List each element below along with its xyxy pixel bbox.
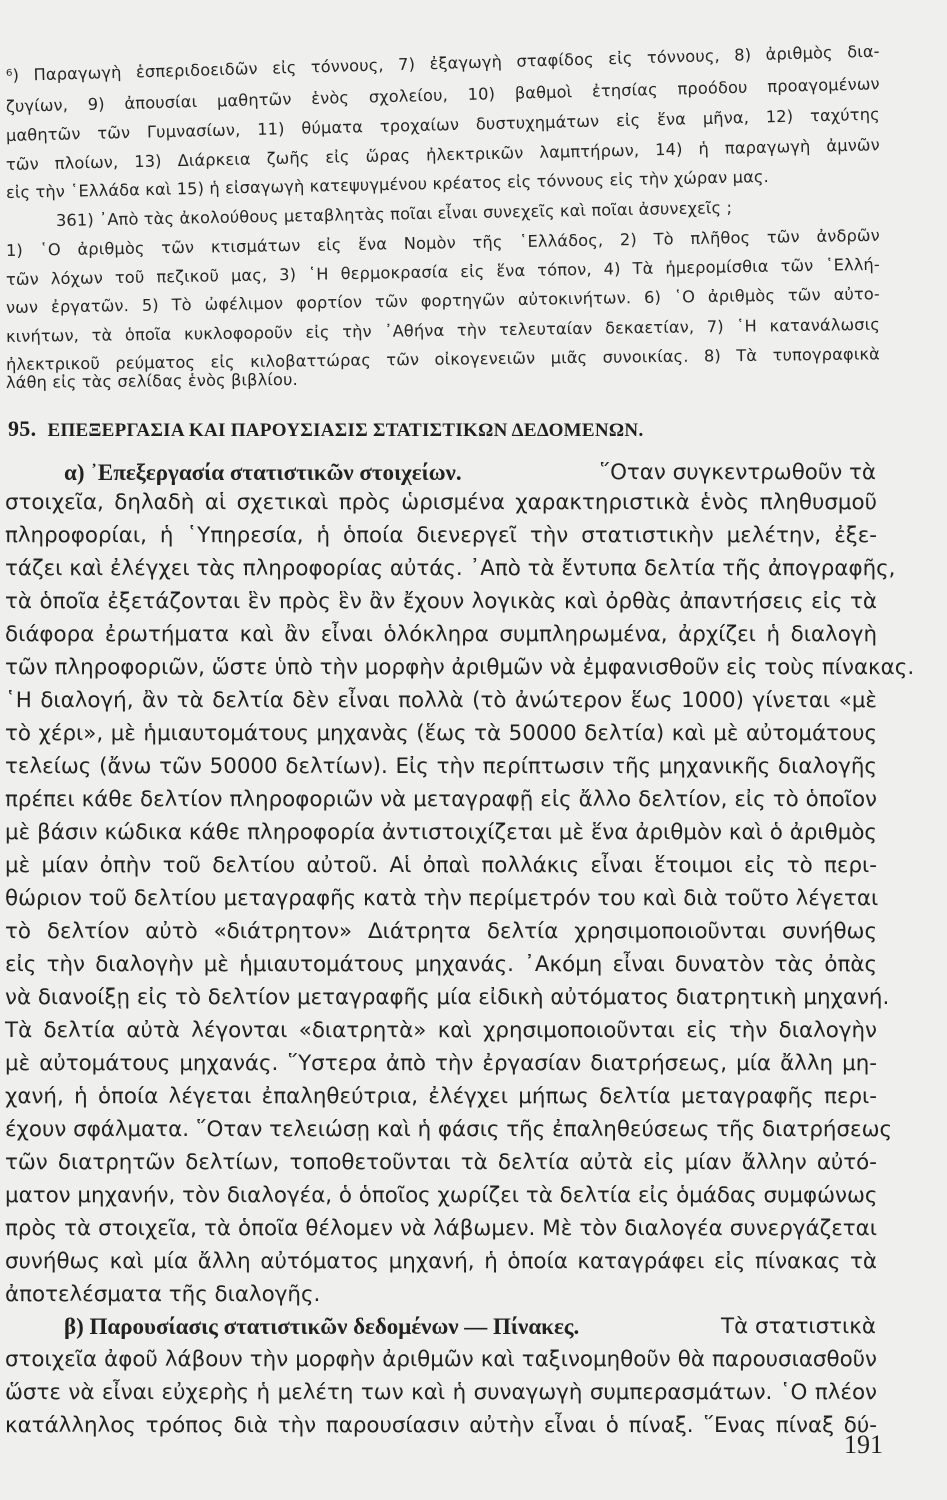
paragraph-a-line: μὲ αὐτομάτους μηχανάς. ῞Υστερα ἀπὸ τὴν ἐργασίαν διατρήσεως, μία ἄλλη μη- <box>5 1051 877 1076</box>
paragraph-a-line: πρέπει κάθε δελτίον πληροφοριῶν νὰ μεταγραφῇ εἰς ἄλλο δελτίον, εἰς τὸ ὁποῖον <box>5 787 877 812</box>
exercise-line: μαθητῶν τῶν Γυμνασίων, 11) θύματα τροχαίων δυστυχημάτων εἰς ἕνα μῆνα, 12) ταχύτης <box>5 104 880 145</box>
exercise-line: ζυγίων, 9) ἀπουσίαι μαθητῶν ἑνὸς σχολείου, 10) βαθμοὶ ἐτησίας προόδου προαγομένων <box>5 74 880 116</box>
paragraph-a-line: τελείως (ἄνω τῶν 50000 δελτίων). Εἰς τὴν περίπτωσιν τῆς μηχανικῆς διαλογῆς <box>5 754 877 779</box>
paragraph-a-line: ῾Η διαλογή, ἂν τὰ δελτία δὲν εἶναι πολλὰ (τὸ ἀνώτερον ἕως 1000) γίνεται «μὲ <box>5 688 877 713</box>
exercise-line: τῶν λόχων τοῦ πεζικοῦ μας, 3) ῾Η θερμοκρασία εἰς ἕνα τόπον, 4) Τὰ ἡμερομίσθια τῶν ῾Ελλή- <box>5 254 881 289</box>
paragraph-a-line: ματον μηχανήν, τὸν διαλογέα, ὁ ὁποῖος χωρίζει τὰ δελτία εἰς ὁμάδας συμφώνως <box>5 1183 878 1208</box>
paragraph-a-line: θώριον τοῦ δελτίου μεταγραφῆς κατὰ τὴν περίμετρόν του καὶ διὰ τοῦτο λέγεται <box>5 886 879 911</box>
paragraph-a-line: τὸ χέρι», μὲ ἡμιαυτομάτους μηχανὰς (ἕως τὰ 50000 δελτία) καὶ μὲ αὐτομάτους <box>5 721 877 746</box>
paragraph-a-line: διάφορα ἐρωτήματα καὶ ἂν εἶναι ὁλόκληρα συμπληρωμένα, ἀρχίζει ἡ διαλογὴ <box>5 622 877 647</box>
paragraph-a-line: νὰ διανοίξῃ εἰς τὸ δελτίον μεταγραφῆς μία εἰδικὴ αὐτόματος διατρητικὴ μηχανή. <box>5 985 890 1010</box>
paragraph-a-line: συνήθως καὶ μία ἄλλη αὐτόματος μηχανή, ἡ ὁποία καταγράφει εἰς πίνακας τὰ <box>5 1249 877 1274</box>
section-number: 95. <box>8 416 37 441</box>
exercise-line: τῶν πλοίων, 13) Διάρκεια ζωῆς εἰς ὥρας ἠλεκτρικῶν λαμπτήρων, 14) ἡ παραγωγὴ ἀμνῶν <box>5 135 880 174</box>
paragraph-b-line: ὥστε νὰ εἶναι εὐχερὴς ἡ μελέτη των καὶ ἡ συναγωγὴ συμπερασμάτων. ῾Ο πλέον <box>5 1380 877 1405</box>
exercise-line: εἰς τὴν ῾Ελλάδα καὶ 15) ἡ εἰσαγωγὴ κατεψυγμένου κρέατος εἰς τόννους εἰς τὴν χώραν μας. <box>5 167 770 202</box>
paragraph-a-line: πληροφορίαι, ἡ ῾Υπηρεσία, ἡ ὁποία διενεργεῖ τὴν στατιστικὴν μελέτην, ἐξε- <box>5 523 877 548</box>
paragraph-a-first-line <box>64 460 876 486</box>
exercise-line: ⁶) Παραγωγὴ ἑσπεριδοειδῶν εἰς τόννους, 7) ἐξαγωγὴ σταφίδος εἰς τόννους, 8) ἀριθμὸς δια- <box>5 41 880 85</box>
paragraph-a-line: έχουν σφάλματα. ῞Οταν τελειώσῃ καὶ ἡ φάσις τῆς ἐπαληθεύσεως τῆς διατρήσεως <box>5 1117 893 1142</box>
paragraph-b-first-line <box>64 1314 876 1340</box>
paragraph-a-line: τῶν διατρητῶν δελτίων, τοποθετοῦνται τὰ δελτία αὐτὰ εἰς μίαν ἄλλην αὐτό- <box>5 1150 877 1175</box>
exercise-line: κινήτων, τὰ ὁποῖα κυκλοφοροῦν εἰς τὴν ᾿Αθήνα τὴν τελευταίαν δεκαετίαν, 7) ῾Η κατανάλωσις <box>5 314 881 346</box>
paragraph-a-line: τάζει καὶ ἐλέγχει τὰς πληροφορίας αὐτάς. ᾿Απὸ τὰ ἔντυπα δελτία τῆς ἀπογραφῆς, <box>5 556 896 581</box>
section-title: ΕΠΕΞΕΡΓΑΣΙΑ ΚΑΙ ΠΑΡΟΥΣΙΑΣΙΣ ΣΤΑΤΙΣΤΙΚΩΝ ΔΕΔΟΜΕΝΩΝ. <box>47 420 644 441</box>
paragraph-a-line: τὰ ὁποῖα ἐξετάζονται ἓν πρὸς ἓν ἂν ἔχουν λογικὰς καὶ ὀρθὰς ἀπαντήσεις εἰς τὰ <box>5 589 877 614</box>
exercise-line: 361) ᾿Απὸ τὰς ἀκολούθους μεταβλητὰς ποῖαι εἶναι συνεχεῖς καὶ ποῖαι ἀσυνεχεῖς ; <box>55 198 733 230</box>
paragraph-a-line: στοιχεῖα, δηλαδὴ αἱ σχετικαὶ πρὸς ὡρισμένα χαρακτηριστικὰ ἑνὸς πληθυσμοῦ <box>5 490 877 515</box>
paragraph-a-line: μὲ βάσιν κώδικα κάθε πληροφορία ἀντιστοιχίζεται μὲ ἕνα ἀριθμὸν καὶ ὁ ἀριθμὸς <box>5 820 877 845</box>
exercise-line: λάθη εἰς τὰς σελίδας ἑνὸς βιβλίου. <box>5 369 298 392</box>
page-number: 191 <box>844 1430 883 1459</box>
exercise-line: 1) ῾Ο ἀριθμὸς τῶν κτισμάτων εἰς ἕνα Νομὸν τῆς ῾Ελλάδος, 2) Τὸ πλῆθος τῶν ἀνδρῶν <box>5 225 881 260</box>
paragraph-a-line: ἀποτελέσματα τῆς διαλογῆς. <box>5 1282 321 1307</box>
section-heading <box>8 416 644 442</box>
paragraph-b-lead: Τὰ στατιστικὰ <box>721 1314 876 1339</box>
exercise-line: ἠλεκτρικοῦ ρεύματος εἰς κιλοβαττώρας τῶν οἰκογενειῶν μιᾶς συνοικίας. 8) Τὰ τυπογραφικὰ <box>5 344 881 374</box>
paragraph-a-line: τὸ δελτίον αὐτὸ «διάτρητον» Διάτρητα δελτία χρησιμοποιοῦνται συνήθως <box>5 919 877 944</box>
paragraph-a-line: χανή, ἡ ὁποία λέγεται ἐπαληθεύτρια, ἐλέγχει μήπως δελτία μεταγραφῆς περι- <box>5 1084 877 1109</box>
paragraph-b-line: κατάλληλος τρόπος διὰ τὴν παρουσίασιν αὐτὴν εἶναι ὁ πίναξ. ῞Ενας πίναξ δύ- <box>5 1413 877 1438</box>
paragraph-a-line: μὲ μίαν ὀπὴν τοῦ δελτίου αὐτοῦ. Αἱ ὀπαὶ πολλάκις εἶναι ἕτοιμοι εἰς τὸ περι- <box>5 853 877 878</box>
paragraph-a-line: Τὰ δελτία αὐτὰ λέγονται «διατρητὰ» καὶ χρησιμοποιοῦνται εἰς τὴν διαλογὴν <box>5 1018 877 1043</box>
paragraph-a-lead: ῞Οταν συγκεντρωθοῦν τὰ <box>599 460 876 485</box>
exercise-line: νων ἐργατῶν. 5) Τὸ ὠφέλιμον φορτίον τῶν φορτηγῶν αὐτοκινήτων. 6) ῾Ο ἀριθμὸς τῶν αὐτο- <box>5 284 881 317</box>
paragraph-b-line: στοιχεῖα ἀφοῦ λάβουν τὴν μορφὴν ἀριθμῶν καὶ ταξινομηθοῦν θὰ παρουσιασθοῦν <box>5 1347 877 1372</box>
paragraph-a-line: τῶν πληροφοριῶν, ὥστε ὑπὸ τὴν μορφὴν ἀριθμῶν νὰ ἐμφανισθοῦν εἰς τοὺς πίνακας. <box>5 655 915 680</box>
paragraph-a-line: εἰς τὴν διαλογὴν μὲ ἡμιαυτομάτους μηχανάς. ᾿Ακόμη εἶναι δυνατὸν τὰς ὀπὰς <box>5 952 877 977</box>
paragraph-a-line: πρὸς τὰ στοιχεῖα, τὰ ὁποῖα θέλομεν νὰ λάβωμεν. Μὲ τὸν διαλογέα συνεργάζεται <box>5 1216 877 1241</box>
subsection-b-title: β) Παρουσίασις στατιστικῶν δεδομένων — Πίνακες. <box>64 1314 580 1339</box>
subsection-a-title: α) ᾿Επεξεργασία στατιστικῶν στοιχείων. <box>64 460 462 485</box>
